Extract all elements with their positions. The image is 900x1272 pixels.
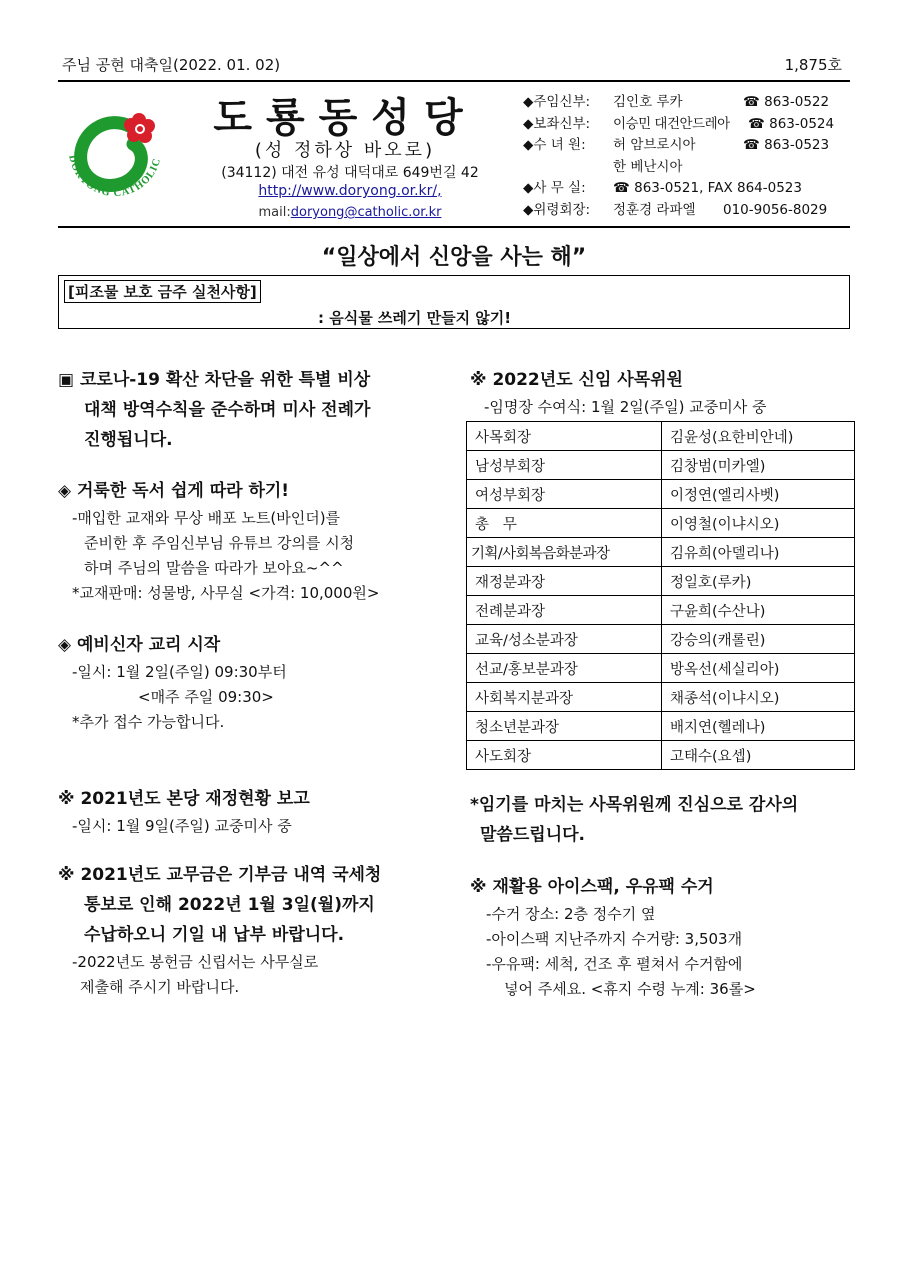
thanks-line: *임기를 마치는 사목위원께 진심으로 감사의 <box>470 795 799 815</box>
church-address: (34112) 대전 유성 대덕대로 649번길 42 <box>221 165 479 181</box>
mail-link[interactable]: doryong@catholic.or.kr <box>290 205 442 220</box>
contact-name: 정훈경 라파엘 <box>613 201 696 218</box>
homepage-link[interactable]: http://www.doryong.or.kr/, <box>258 183 442 199</box>
recycle-section <box>470 872 855 1002</box>
contact-label: ◆보좌신부: <box>523 115 591 132</box>
contact-row <box>523 200 853 222</box>
council-role: 재정분과장 <box>467 567 662 596</box>
contact-label: ◆위령회장: <box>523 201 591 218</box>
table-row <box>467 538 855 567</box>
contact-phone: 010-9056-8029 <box>723 201 828 218</box>
recycle-title: ※ 재활용 아이스팩, 우유팩 수거 <box>470 877 714 897</box>
contact-label: ◆주임신부: <box>523 94 591 110</box>
contact-row <box>523 157 853 179</box>
reading-line: *교재판매: 성물방, 사무실 <가격: 10,000원> <box>72 584 380 602</box>
council-member: 이정연(엘리사벳) <box>662 480 855 509</box>
council-role: 선교/홍보분과장 <box>467 654 662 683</box>
table-row <box>467 625 855 654</box>
logo-text: DORYONG CATHOLIC <box>66 154 164 200</box>
contact-phone: ☎ 863-0524 <box>748 115 835 132</box>
council-title: ※ 2022년도 신임 사목위원 <box>470 370 683 390</box>
table-row <box>467 596 855 625</box>
council-member: 배지연(헬레나) <box>662 712 855 741</box>
notice-title: [피조물 보호 금주 실천사항] <box>64 280 261 303</box>
contact-phone: ☎ 863-0523 <box>743 137 830 153</box>
church-name: 도룡동성당 <box>213 95 477 141</box>
contact-phone: ☎ 863-0522 <box>743 94 830 110</box>
recycle-line: -우유팩: 세척, 건조 후 펼쳐서 수거함에 <box>486 955 743 973</box>
reading-section <box>58 476 448 606</box>
table-row <box>467 741 855 770</box>
reading-line: -매입한 교재와 무상 배포 노트(바인더)를 <box>72 509 341 527</box>
table-row <box>467 509 855 538</box>
council-role: 전례분과장 <box>467 596 662 625</box>
council-table <box>466 421 855 770</box>
contact-row <box>523 178 853 200</box>
dues-line: 수납하오니 기일 내 납부 바랍니다. <box>84 925 345 945</box>
council-member: 김창범(미카엘) <box>662 451 855 480</box>
recycle-line: -아이스팩 지난주까지 수거량: 3,503개 <box>486 930 743 948</box>
council-member: 정일호(루카) <box>662 567 855 596</box>
contact-row <box>523 92 853 114</box>
council-subtitle: -임명장 수여식: 1월 2일(주일) 교중미사 중 <box>484 398 767 416</box>
reading-line: 하며 주님의 말씀을 따라가 보아요~^^ <box>84 559 344 577</box>
council-role: 남성부회장 <box>467 451 662 480</box>
table-row <box>467 712 855 741</box>
dues-section <box>58 860 448 1000</box>
council-role: 사목회장 <box>467 422 662 451</box>
table-row <box>467 422 855 451</box>
corona-notice <box>58 365 448 455</box>
corona-line: 대책 방역수칙을 준수하며 미사 전례가 <box>84 400 371 420</box>
catechism-line: <매주 주일 09:30> <box>138 688 274 706</box>
contact-label: ◆사 무 실: <box>523 180 586 196</box>
table-row <box>467 683 855 712</box>
council-member: 방옥선(세실리아) <box>662 654 855 683</box>
council-member: 김유희(아델리나) <box>662 538 855 567</box>
council-role: 총 무 <box>467 509 662 538</box>
dues-line: ※ 2021년도 교무금은 기부금 내역 국세청 <box>58 865 382 885</box>
header-rule-top <box>58 80 850 82</box>
contact-phone <box>743 157 853 179</box>
contact-name: 허 암브로시아 <box>613 137 696 153</box>
dues-line: 통보로 인해 2022년 1월 3일(월)까지 <box>84 895 375 915</box>
dues-line: -2022년도 봉헌금 신립서는 사무실로 <box>72 953 319 971</box>
corona-line: ▣ 코로나-19 확산 차단을 위한 특별 비상 <box>58 370 371 390</box>
notice-text: : 음식물 쓰레기 만들지 않기! <box>318 309 512 327</box>
finance-line: -일시: 1월 9일(주일) 교중미사 중 <box>72 817 292 835</box>
table-row <box>467 567 855 596</box>
council-member: 강승의(캐롤린) <box>662 625 855 654</box>
contact-name: 김인호 루카 <box>613 94 683 110</box>
finance-title: ※ 2021년도 본당 재정현황 보고 <box>58 789 310 809</box>
table-row <box>467 654 855 683</box>
homepage-line <box>195 183 505 199</box>
mail-label: mail: <box>258 205 291 220</box>
bulletin-date: 주님 공현 대축일(2022. 01. 02) <box>62 56 281 74</box>
contacts-list <box>523 92 853 221</box>
council-role: 사도회장 <box>467 741 662 770</box>
table-row <box>467 480 855 509</box>
council-section <box>470 365 855 420</box>
contact-name: ☎ 863-0521, FAX 864-0523 <box>613 180 802 196</box>
dues-line: 제출해 주시기 바랍니다. <box>80 978 240 996</box>
council-member: 고태수(요셉) <box>662 741 855 770</box>
council-member: 구윤희(수산나) <box>662 596 855 625</box>
council-role: 기획/사회복음화분과장 <box>467 538 662 567</box>
corona-line: 진행됩니다. <box>84 430 173 450</box>
council-role: 사회복지분과장 <box>467 683 662 712</box>
recycle-line: -수거 장소: 2층 정수기 옆 <box>486 905 656 923</box>
catechism-section <box>58 630 448 735</box>
contact-label: ◆수 녀 원: <box>523 137 586 153</box>
recycle-line: 넣어 주세요. <휴지 수령 누계: 36롤> <box>504 980 756 998</box>
council-member: 채종석(이냐시오) <box>662 683 855 712</box>
patron-saint: (성 정하상 바오로) <box>254 140 436 161</box>
contact-row <box>523 135 853 157</box>
year-motto: “일상에서 신앙을 사는 해” <box>321 245 587 270</box>
header-rule-bottom <box>58 226 850 228</box>
thanks-note <box>470 790 855 850</box>
logo-rose-icon <box>124 113 155 143</box>
council-member: 이영철(이냐시오) <box>662 509 855 538</box>
council-role: 청소년분과장 <box>467 712 662 741</box>
thanks-line: 말씀드립니다. <box>480 825 585 845</box>
catechism-line: -일시: 1월 2일(주일) 09:30부터 <box>72 663 287 681</box>
contact-name: 이승민 대건안드레아 <box>613 115 730 132</box>
reading-line: 준비한 후 주임신부님 유튜브 강의를 시청 <box>84 534 355 552</box>
catechism-title: ◈ 예비신자 교리 시작 <box>58 635 221 655</box>
council-role: 교육/성소분과장 <box>467 625 662 654</box>
contact-row <box>523 114 853 136</box>
finance-section <box>58 784 448 839</box>
contact-name: 한 베난시아 <box>613 158 683 175</box>
council-member: 김윤성(요한비안네) <box>662 422 855 451</box>
council-role: 여성부회장 <box>467 480 662 509</box>
church-logo <box>55 98 175 218</box>
contact-label <box>523 157 613 179</box>
catechism-line: *추가 접수 가능합니다. <box>72 713 225 731</box>
issue-number: 1,875호 <box>784 56 842 74</box>
mail-line <box>195 205 505 220</box>
table-row <box>467 451 855 480</box>
reading-title: ◈ 거룩한 독서 쉽게 따라 하기! <box>58 481 290 501</box>
